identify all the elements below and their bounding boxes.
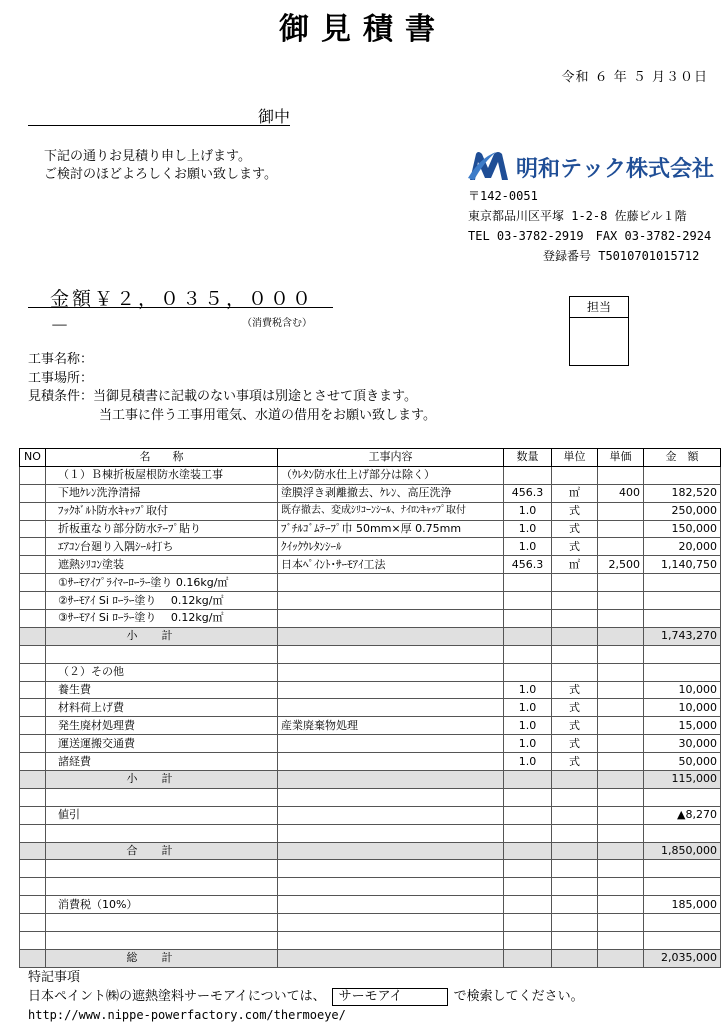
cell-amount (644, 574, 721, 592)
cell-price (598, 949, 644, 967)
cell-no (20, 592, 46, 610)
table-row (20, 520, 721, 538)
cell-content (278, 842, 504, 860)
cell-content (278, 645, 504, 663)
table-row (20, 878, 721, 896)
cell-content (278, 753, 504, 771)
cell-no (20, 878, 46, 896)
cell-amount (644, 878, 721, 896)
stamp-label: 担当 (570, 297, 628, 318)
cell-amount: 2,035,000 (644, 949, 721, 967)
cell-price (598, 753, 644, 771)
company-info (468, 186, 711, 266)
cell-qty (504, 949, 552, 967)
cell-name (46, 914, 278, 932)
cell-unit: 式 (552, 520, 598, 538)
cell-no (20, 645, 46, 663)
cell-no (20, 842, 46, 860)
notes-url[interactable]: http://www.nippe-powerfactory.com/thermoeye/ (28, 1008, 346, 1022)
cell-content (278, 824, 504, 842)
cell-qty: 456.3 (504, 556, 552, 574)
intro-line: 下記の通りお見積り申し上げます。 (44, 149, 251, 164)
cell-name (46, 932, 278, 950)
cell-no (20, 610, 46, 628)
recipient-line (28, 104, 290, 126)
cell-price (598, 627, 644, 645)
cell-name: 諸経費 (46, 753, 278, 771)
cell-no (20, 484, 46, 502)
cell-no (20, 788, 46, 806)
table-row (20, 681, 721, 699)
col-header-no: NO (20, 449, 46, 467)
cell-qty: 1.0 (504, 538, 552, 556)
cell-unit (552, 663, 598, 681)
cell-amount (644, 788, 721, 806)
cell-no (20, 466, 46, 484)
cell-qty (504, 574, 552, 592)
cell-content (278, 663, 504, 681)
cell-amount: 250,000 (644, 502, 721, 520)
cell-name: 材料荷上げ費 (46, 699, 278, 717)
tax-note: （消費税含む） (242, 318, 312, 329)
cell-price (598, 896, 644, 914)
cell-unit (552, 574, 598, 592)
cell-content (278, 914, 504, 932)
cell-unit: 式 (552, 753, 598, 771)
cell-content (278, 788, 504, 806)
cell-unit: ㎡ (552, 484, 598, 502)
cell-no (20, 806, 46, 824)
cell-name: ②ｻｰﾓｱｲ Si ﾛｰﾗｰ塗り 0.12kg/㎡ (46, 592, 278, 610)
cell-unit (552, 645, 598, 663)
search-term-box: サーモアイ (332, 988, 448, 1006)
cell-qty: 1.0 (504, 753, 552, 771)
cell-content: 既存撤去、変成ｼﾘｺｰﾝｼｰﾙ、ﾅｲﾛﾝｷｬｯﾌﾟ取付 (278, 502, 504, 520)
cell-price (598, 681, 644, 699)
cell-price (598, 610, 644, 628)
cell-no (20, 627, 46, 645)
company-name: 明和テック株式会社 (516, 157, 715, 182)
cell-unit (552, 627, 598, 645)
cell-amount (644, 860, 721, 878)
cell-name: 運送運搬交通費 (46, 735, 278, 753)
table-row (20, 627, 721, 645)
cell-unit: 式 (552, 538, 598, 556)
cell-name: 合計 (46, 842, 278, 860)
cell-amount: 1,850,000 (644, 842, 721, 860)
total-amount: 金額￥２，０３５，０００－ (28, 284, 333, 308)
cell-content: 日本ﾍﾟｲﾝﾄ･ｻｰﾓｱｲ工法 (278, 556, 504, 574)
cell-price (598, 824, 644, 842)
cell-name: 小計 (46, 771, 278, 789)
cell-name: ｴｱｺﾝ台廻り入隅ｼｰﾙ打ち (46, 538, 278, 556)
intro-text (44, 148, 277, 184)
cell-name (46, 824, 278, 842)
company-registration: 登録番号 T5010701015712 (543, 249, 700, 263)
cell-price (598, 574, 644, 592)
cell-unit: 式 (552, 717, 598, 735)
col-header-qty: 数量 (504, 449, 552, 467)
cell-qty: 1.0 (504, 502, 552, 520)
table-row (20, 574, 721, 592)
cell-amount: 1,743,270 (644, 627, 721, 645)
cell-unit (552, 949, 598, 967)
project-info (28, 351, 436, 425)
cell-amount: 1,140,750 (644, 556, 721, 574)
cell-amount: 10,000 (644, 681, 721, 699)
cell-qty (504, 663, 552, 681)
cell-amount: 182,520 (644, 484, 721, 502)
cell-content: （ｳﾚﾀﾝ防水仕上げ部分は除く） (278, 466, 504, 484)
cell-qty (504, 592, 552, 610)
cell-content: 塗膜浮き剥離撤去、ｹﾚﾝ、高圧洗浄 (278, 484, 504, 502)
cell-unit (552, 824, 598, 842)
notes-line (28, 987, 584, 1006)
company-phone-fax: TEL 03-3782-2919 FAX 03-3782-2924 (468, 229, 712, 243)
cell-content (278, 699, 504, 717)
cell-content (278, 610, 504, 628)
cell-qty (504, 610, 552, 628)
cell-content: ﾌﾞﾁﾙｺﾞﾑﾃｰﾌﾟ巾 50mm×厚 0.75mm (278, 520, 504, 538)
cell-amount: 150,000 (644, 520, 721, 538)
table-row (20, 860, 721, 878)
cell-no (20, 556, 46, 574)
cell-price (598, 735, 644, 753)
cell-price (598, 717, 644, 735)
cell-price (598, 771, 644, 789)
cell-amount: ▲8,270 (644, 806, 721, 824)
table-row (20, 699, 721, 717)
cell-price (598, 645, 644, 663)
col-header-price: 単価 (598, 449, 644, 467)
cell-no (20, 520, 46, 538)
cell-amount (644, 914, 721, 932)
cell-no (20, 681, 46, 699)
cell-qty (504, 878, 552, 896)
cell-no (20, 753, 46, 771)
cell-content (278, 932, 504, 950)
table-body (20, 466, 721, 967)
cell-qty (504, 842, 552, 860)
table-row (20, 806, 721, 824)
cell-no (20, 574, 46, 592)
cell-content (278, 735, 504, 753)
cell-qty (504, 824, 552, 842)
cell-content (278, 771, 504, 789)
col-header-amount: 金 額 (644, 449, 721, 467)
cell-qty: 456.3 (504, 484, 552, 502)
cell-price (598, 860, 644, 878)
cell-unit (552, 610, 598, 628)
cell-name: 小計 (46, 627, 278, 645)
cell-price (598, 520, 644, 538)
cell-name: 値引 (46, 806, 278, 824)
table-row (20, 466, 721, 484)
cell-no (20, 699, 46, 717)
cell-name: ﾌｯｸﾎﾞﾙﾄ防水ｷｬｯﾌﾟ取付 (46, 502, 278, 520)
cell-unit (552, 878, 598, 896)
cell-amount (644, 466, 721, 484)
cell-amount: 185,000 (644, 896, 721, 914)
cell-qty (504, 914, 552, 932)
cell-price (598, 663, 644, 681)
cell-amount: 15,000 (644, 717, 721, 735)
table-row (20, 753, 721, 771)
cell-content (278, 592, 504, 610)
cell-name: （２）その他 (46, 663, 278, 681)
cell-price (598, 932, 644, 950)
cell-amount (644, 932, 721, 950)
notes-heading: 特記事項 (28, 970, 81, 985)
table-header-row (20, 449, 721, 467)
cell-no (20, 860, 46, 878)
col-header-name: 名 称 (46, 449, 278, 467)
project-name-label: 工事名称： (28, 352, 94, 367)
cell-name (46, 860, 278, 878)
cell-name: ③ｻｰﾓｱｲ Si ﾛｰﾗｰ塗り 0.12kg/㎡ (46, 610, 278, 628)
cell-name: 遮熱ｼﾘｺﾝ塗装 (46, 556, 278, 574)
conditions-label: 見積条件： (28, 389, 94, 404)
cell-price (598, 806, 644, 824)
company-postal: 〒142-0051 (468, 189, 538, 203)
cell-unit (552, 914, 598, 932)
cell-content (278, 574, 504, 592)
cell-price (598, 502, 644, 520)
cell-amount: 20,000 (644, 538, 721, 556)
table-row (20, 502, 721, 520)
cell-content (278, 681, 504, 699)
table-row (20, 949, 721, 967)
cell-no (20, 932, 46, 950)
cell-unit (552, 932, 598, 950)
cell-name (46, 788, 278, 806)
cell-unit (552, 592, 598, 610)
cell-content (278, 860, 504, 878)
cell-price (598, 914, 644, 932)
cell-qty: 1.0 (504, 520, 552, 538)
table-row (20, 538, 721, 556)
condition-line: 当工事に伴う工事用電気、水道の借用をお願い致します。 (99, 407, 436, 423)
table-row (20, 556, 721, 574)
cell-unit: 式 (552, 735, 598, 753)
cell-unit (552, 842, 598, 860)
cell-unit (552, 771, 598, 789)
table-row (20, 842, 721, 860)
cell-content: 産業廃棄物処理 (278, 717, 504, 735)
company-logo (466, 148, 715, 184)
cell-qty (504, 771, 552, 789)
table-row (20, 484, 721, 502)
cell-qty (504, 896, 552, 914)
stamp-box (569, 296, 629, 366)
company-mark-icon (466, 148, 514, 184)
table-row (20, 663, 721, 681)
cell-amount (644, 824, 721, 842)
cell-amount (644, 645, 721, 663)
cell-name (46, 878, 278, 896)
cell-qty (504, 788, 552, 806)
cell-no (20, 663, 46, 681)
cell-qty (504, 806, 552, 824)
cell-no (20, 735, 46, 753)
cell-name: （１）Ｂ棟折板屋根防水塗装工事 (46, 466, 278, 484)
cell-name (46, 645, 278, 663)
cell-price (598, 466, 644, 484)
cell-no (20, 717, 46, 735)
cell-price (598, 878, 644, 896)
cell-unit (552, 896, 598, 914)
cell-amount: 30,000 (644, 735, 721, 753)
cell-amount: 50,000 (644, 753, 721, 771)
cell-no (20, 896, 46, 914)
cell-qty: 1.0 (504, 717, 552, 735)
cell-content (278, 627, 504, 645)
cell-content (278, 806, 504, 824)
cell-qty (504, 860, 552, 878)
cell-amount (644, 663, 721, 681)
cell-name: 総計 (46, 949, 278, 967)
cell-price (598, 842, 644, 860)
table-row (20, 592, 721, 610)
table-row (20, 824, 721, 842)
col-header-unit: 単位 (552, 449, 598, 467)
cell-qty: 1.0 (504, 735, 552, 753)
notes-text-after: で検索してください。 (453, 989, 584, 1004)
cell-unit: ㎡ (552, 556, 598, 574)
table-row (20, 788, 721, 806)
cell-unit: 式 (552, 699, 598, 717)
col-header-content: 工事内容 (278, 449, 504, 467)
cell-unit (552, 788, 598, 806)
cell-price (598, 699, 644, 717)
table-row (20, 932, 721, 950)
table-row (20, 645, 721, 663)
issue-date: 令和 ６ 年 ５ 月３０日 (561, 70, 708, 85)
cell-content: ｸｲｯｸｳﾚﾀﾝｼｰﾙ (278, 538, 504, 556)
cell-qty (504, 627, 552, 645)
cell-name: 発生廃材処理費 (46, 717, 278, 735)
cell-name: 養生費 (46, 681, 278, 699)
cell-content (278, 949, 504, 967)
cell-name: 折板重なり部分防水ﾃｰﾌﾟ貼り (46, 520, 278, 538)
cell-no (20, 824, 46, 842)
notes-section (28, 968, 584, 1025)
intro-line: ご検討のほどよろしくお願い致します。 (44, 167, 277, 182)
notes-text: 日本ペイント㈱の遮熱塗料サーモアイについては、 (28, 989, 326, 1004)
cell-price: 400 (598, 484, 644, 502)
cell-price (598, 592, 644, 610)
cell-unit (552, 466, 598, 484)
cell-price (598, 538, 644, 556)
cell-content (278, 896, 504, 914)
cell-name: 消費税（10%） (46, 896, 278, 914)
cell-amount (644, 610, 721, 628)
document-title: 御見積書 (279, 12, 447, 47)
table-row (20, 717, 721, 735)
cell-name: ①ｻｰﾓｱｲﾌﾟﾗｲﾏｰﾛｰﾗｰ塗り 0.16kg/㎡ (46, 574, 278, 592)
cell-qty (504, 932, 552, 950)
cell-amount: 10,000 (644, 699, 721, 717)
cell-qty (504, 645, 552, 663)
cell-amount (644, 592, 721, 610)
cell-no (20, 502, 46, 520)
cell-unit: 式 (552, 502, 598, 520)
estimate-table (19, 448, 721, 968)
cell-unit (552, 806, 598, 824)
cell-qty: 1.0 (504, 681, 552, 699)
cell-unit (552, 860, 598, 878)
cell-no (20, 914, 46, 932)
company-address: 東京都品川区平塚 1-2-8 佐藤ビル１階 (468, 209, 687, 223)
table-row (20, 896, 721, 914)
condition-line: 当御見積書に記載のない事項は別途とさせて頂きます。 (93, 389, 417, 404)
cell-unit: 式 (552, 681, 598, 699)
cell-qty: 1.0 (504, 699, 552, 717)
conditions-row (28, 388, 436, 407)
cell-price (598, 788, 644, 806)
cell-no (20, 771, 46, 789)
table-row (20, 610, 721, 628)
project-place-label: 工事場所： (28, 370, 94, 386)
table-row (20, 735, 721, 753)
cell-no (20, 949, 46, 967)
table-row (20, 771, 721, 789)
cell-amount: 115,000 (644, 771, 721, 789)
cell-no (20, 538, 46, 556)
cell-name: 下地ｹﾚﾝ洗浄清掃 (46, 484, 278, 502)
recipient-suffix: 御中 (257, 107, 290, 126)
table-row (20, 914, 721, 932)
cell-content (278, 878, 504, 896)
cell-qty (504, 466, 552, 484)
cell-price: 2,500 (598, 556, 644, 574)
